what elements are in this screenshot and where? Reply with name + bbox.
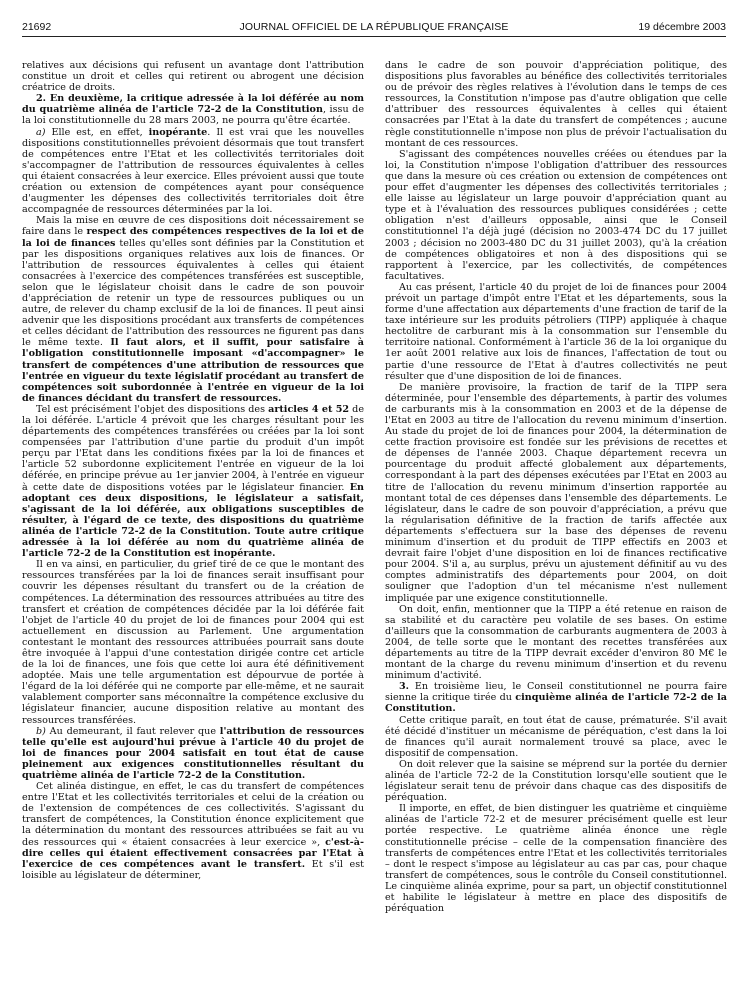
text-run: Et s'il est loisible au législateur de déterminer, [22,858,364,881]
left-column [22,60,364,984]
bold-text: cinquième alinéa de l'article 72-2 de la Constitution. [385,692,727,715]
paragraph [22,215,364,404]
text-run: S'agissant des compétences nouvelles créées ou étendues par la loi, la Constitution n'impose l'obligation d'attribuer des ressources que dans la mesure où ces création ou extension de compétences ont pour effet d'augmenter les dépenses des collectivités territoriales ; elle laisse au législateur un large pouvoir d'appréciation quant au type et à l'évaluation des ressources publiques considérées ; cette obligation n'est d'ailleurs opposable, ainsi que le Conseil constitutionnel l'a déjà jugé (décision no 2003-474 DC du 17 juillet 2003 ; décision no 2003-480 DC du 31 juillet 2003), qu'à la création de compétences obligatoires et non à des dispositions qui se rapportent à l'exercice, par les collectivités, de compétences facultatives. [385,148,727,282]
text-run: Il en va ainsi, en particulier, du grief tiré de ce que le montant des ressources transférées par la loi de finances serait insuffisant pour couvrir les dépenses résultant du transfert ou de la création de compétences. La détermination des ressources attribuées au titre des transfert et création de compétences décidée par la loi déférée fait l'objet de l'article 40 du projet de loi de finances pour 2004 qui est actuellement en discussion au Parlement. Une argumentation contestant le montant des ressources attribuées pourrait sans doute être invoquée à l'appui d'une contestation dirigée contre cet article de la loi de finances, une fois que cette loi aura été définitivement adoptée. Mais une telle argumentation est dépourvue de portée à l'égard de la loi déférée qui ne comporte par elle-même, et ne saurait valablement comporter sans méconnaître la compétence exclusive du législateur financier, aucune disposition relative au montant des ressources transférées. [22,559,364,726]
text-run: Cette critique paraît, en tout état de cause, prématurée. S'il avait été décidé d'instituer un mécanisme de péréquation, c'est dans la loi de finances qu'il aurait normalement trouvé sa place, avec le dispositif de compensation. [385,714,727,759]
text-run: telles qu'elles sont définies par la Constitution et par les dispositions organiques relatives aux lois de finances. Or l'attribution de ressources équivalentes à celles qui étaient consacrées à l'exercice des compétences transférées est susceptible, selon que le législateur choisit dans le cadre de son pouvoir d'appréciation de retenir un type de ressources publiques ou un autre, de relever du champ exclusif de la loi de finances. Il peut ainsi advenir que les dispositions procédant aux transferts de compétences et celles décidant de l'attribution des ressources ne figurent pas dans le même texte. [22,237,364,349]
text-run: , issu de la loi constitutionnelle du 28 mars 2003, ne pourra qu'être écartée. [22,104,364,127]
paragraph [385,282,727,382]
text-run: relatives aux décisions qui refusent un avantage dont l'attribution constitue un droit et celles qui retirent ou abrogent une décision créatrice de droits. [22,60,364,94]
bold-text: 3. [399,681,410,693]
text-run: Tel est précisément l'objet des dispositions des [36,403,269,415]
paragraph [385,715,727,759]
bold-text: inopérante [148,126,208,138]
text-run: De manière provisoire, la fraction de tarif de la TIPP sera déterminée, pour l'ensemble des départements, à partir des volumes de carburants mis à la consommation en 2003 et de la dépense de l'Etat en 2003 au titre de l'allocation du revenu minimum d'insertion. Au stade du projet de loi de finances pour 2004, la détermination de cette fraction provisoire est fondée sur les prévisions de recettes et de dépenses de l'année 2003. Chaque département recevra un pourcentage du produit affecté globalement aux départements, correspondant à la part des dépenses exécutées par l'Etat en 2003 au titre de l'allocation du revenu minimum d'insertion rapportée au montant total de ces dépenses dans l'ensemble des départements. Le législateur, dans le cadre de son pouvoir d'appréciation, a prévu que la régularisation définitive de la fraction de tarifs affectée aux départements s'effectuera sur la base des dépenses de revenu minimum d'insertion et du produit de TIPP effectifs en 2003 et devrait faire l'objet d'une disposition en loi de finances rectificative pour 2004. S'il a, au surplus, prévu un ajustement définitif au vu des comptes administratifs des départements pour 2004, on doit souligner que l'adoption d'un tel mécanisme n'est nullement impliquée par une exigence constitutionnelle. [385,381,727,604]
text-run: Au demeurant, il faut relever que [45,725,220,737]
paragraph [22,404,364,559]
bold-text: respect des compétences respectives de la loi et de la loi de finances [22,226,364,249]
paragraph [385,759,727,803]
paragraph [385,60,727,149]
paragraph [22,60,364,93]
paragraph [22,559,364,725]
bold-text: articles 4 et 52 [268,403,350,415]
bold-text: Il faut alors, et il suffit, pour satisfaire à l'obligation constitutionnelle imposant «d'accompagner» le transfert de compétences d'une attribution de ressources que l'entrée en vigueur du texte législatif procédant au transfert de compétences soit subordonnée à l'entrée en vigueur de la loi de finances décidant du transfert de ressources. [22,337,364,404]
text-run: Il importe, en effet, de bien distinguer les quatrième et cinquième alinéas de l'article 72-2 et de mesurer précisément quelle est leur portée respective. Le quatrième alinéa énonce une règle constitutionnelle précise – celle de la compensation financière des transferts de compétences entre l'Etat et les collectivités territoriales – dont le respect s'impose au législateur au cas par cas, pour chaque transfert de compétences, sous le contrôle du Conseil constitutionnel. Le cinquième alinéa exprime, pour sa part, un objectif constitutionnel et habilite le législateur à mettre en place des dispositifs de péréquation [385,803,727,915]
italic-text: a) [36,126,46,138]
text-run: de la loi déférée. L'article 4 prévoit que les charges résultant pour les départements des compétences transférées ou créées par la loi sont compensées par l'attribution d'une partie du produit d'un impôt perçu par l'Etat dans les conditions fixées par la loi de finances et l'article 52 subordonne explicitement l'entrée en vigueur de la loi déférée, en principe prévue au 1er janvier 2004, à l'entrée en vigueur à cette date de dispositions votées par le législateur financier. [22,403,364,493]
paragraph [385,803,727,914]
journal-title: JOURNAL OFFICIEL DE LA RÉPUBLIQUE FRANÇAISE [239,21,509,33]
paragraph [22,127,364,216]
paragraph [385,382,727,604]
bold-text: En adoptant ces deux dispositions, le législateur a satisfait, s'agissant de la loi déférée, aux obligations susceptibles de résulter, à l'égard de ce texte, des dispositions du quatrième alinéa de l'article 72-2 de la Constitution. Toute autre critique adressée à la loi déférée au nom du quatrième alinéa de l'article 72-2 de la Constitution est inopérante. [22,481,364,560]
paragraph [22,93,364,126]
paragraph [385,604,727,682]
text-run: Mais la mise en œuvre de ces dispositions doit nécessairement se faire dans le [22,215,364,238]
text-run: . Il est vrai que les nouvelles dispositions constitutionnelles prévoient désormais que tout transfert de compétences entre l'Etat et les collectivités territoriales doit s'accompagner de l'attribution de ressources équivalentes à celles qui étaient consacrées à leur exercice. Elles prévoient aussi que toute création ou extension de compétences ayant pour conséquence d'augmenter les dépenses des collectivités territoriales doit être accompagnée de ressources déterminées par la loi. [22,126,364,216]
page-number: 21692 [22,21,52,33]
right-column [385,60,727,984]
paragraph [22,726,364,781]
paragraph [385,681,727,714]
running-header [22,20,726,37]
italic-text: b) [36,725,46,737]
bold-text: l'attribution de ressources telle qu'elle est aujourd'hui prévue à l'article 40 du projet de loi de finances pour 2004 satisfait en tout état de cause pleinement aux exigences constitutionnelles résultant du quatrième alinéa de l'article 72-2 de la Constitution. [22,725,364,781]
text-run: On doit relever que la saisine se méprend sur la portée du dernier alinéa de l'article 72-2 de la Constitution lorsqu'elle soutient que le législateur serait tenu de prévoir dans chaque cas des dispositifs de péréquation. [385,758,727,804]
issue-date: 19 décembre 2003 [638,21,726,33]
text-run: Au cas présent, l'article 40 du projet de loi de finances pour 2004 prévoit un partage d'impôt entre l'Etat et les départements, sous la forme d'une affectation aux départements d'une fraction de tarif de la taxe intérieure sur les produits pétroliers (TIPP) appliquée à chaque hectolitre de carburant mis à la consommation sur l'ensemble du territoire national. Conformément à l'article 36 de la loi organique du 1er août 2001 relative aux lois de finances, l'affectation de tout ou partie d'une ressource de l'Etat à d'autres collectivités ne peut résulter que d'une disposition de loi de finances. [385,281,727,382]
bold-text: du quatrième alinéa de l'article 72-2 de la Constitution [22,104,323,116]
text-run: dans le cadre de son pouvoir d'appréciation politique, des dispositions plus favorables au bénéfice des collectivités territoriales ou de prévoir des règles relatives à l'évolution dans le temps de ces ressources, la Constitution n'impose pas d'autre obligation que celle d'attribuer des ressources équivalentes à celles qui étaient consacrées par l'Etat à la date du transfert de compétences ; aucune règle constitutionnelle n'impose non plus de prévoir l'actualisation du montant de ces ressources. [385,60,727,149]
paragraph [385,149,727,282]
text-run: On doit, enfin, mentionner que la TIPP a été retenue en raison de sa stabilité et du caractère peu volatile de ses bases. On estime d'ailleurs que la consommation de carburants augmentera de 2003 à 2004, de telle sorte que le montant des recettes transférées aux départements au titre de la TIPP devrait excéder d'environ 80 M€ le montant de la charge du revenu minimum d'insertion et du revenu minimum d'activité. [385,603,727,682]
bold-text: c'est-à-dire celles qui étaient effectivement consacrées par l'Etat à l'exercice de ces compétences avant le transfert. [22,836,364,870]
text-run: Elle est, en effet, [45,126,149,138]
text-run: Cet alinéa distingue, en effet, le cas du transfert de compétences entre l'Etat et les collectivités territoriales et celui de la création ou de l'extension de compétences de ces collectivités. S'agissant du transfert de compétences, la Constitution énonce explicitement que la détermination du montant des ressources attribuées se fait au vu des ressources qui « étaient consacrées à leur exercice », [22,781,364,848]
text-run: En troisième lieu, le Conseil constitutionnel ne pourra faire sienne la critique tirée du [385,681,727,704]
bold-text: 2. En deuxième, la critique adressée à la loi déférée au nom [36,93,364,105]
paragraph [22,781,364,881]
